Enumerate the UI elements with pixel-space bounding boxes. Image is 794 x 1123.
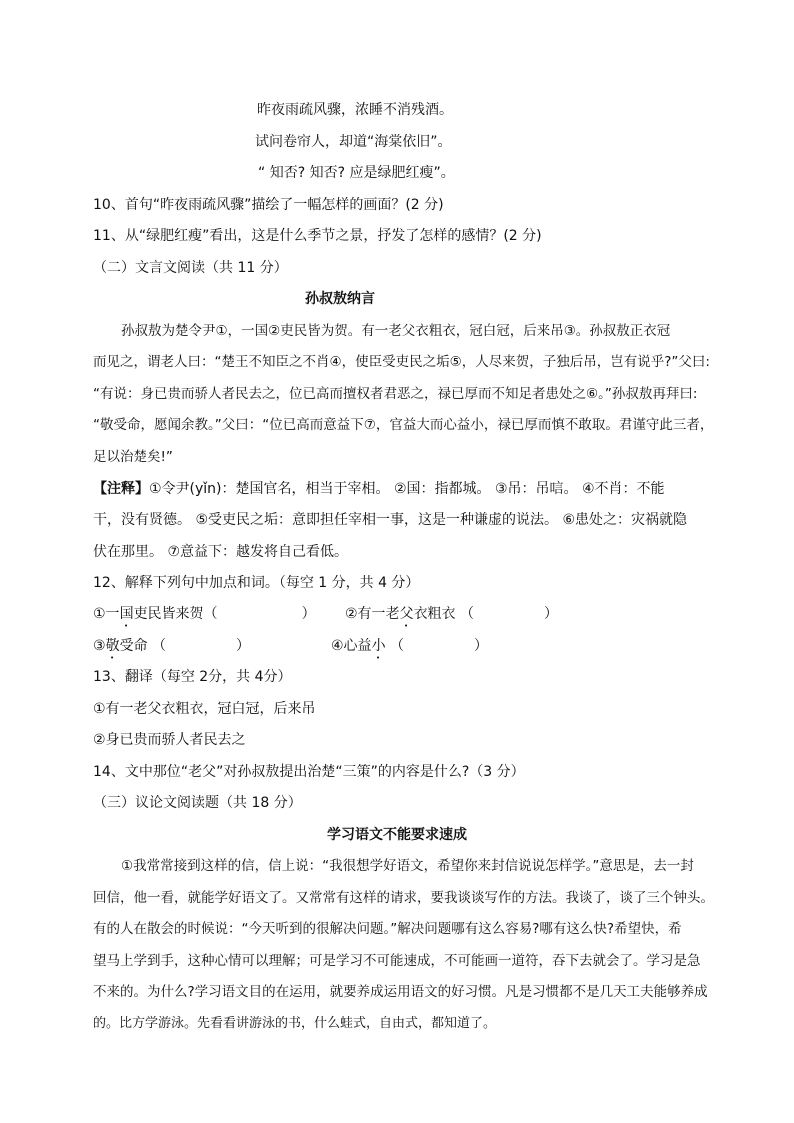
dotted-word: 父 <box>399 606 414 622</box>
dotted-word: 敬 <box>105 638 120 654</box>
dotted-word: 小 <box>371 638 386 654</box>
q12-item-3: ③敬受命 （ ） <box>93 638 251 654</box>
passage-line: 而见之，谓老人曰：“楚王不知臣之不肖④，使臣受吏民之垢⑤，人尽来贺，子独后吊，岂有说乎?”父曰: <box>93 354 710 370</box>
question-11: 11、从“绿肥红瘦”看出，这是什么季节之景，抒发了怎样的感情？(2 分) <box>93 228 542 244</box>
passage-line: ①我常常接到这样的信，信上说：“我很想学好语文，希望你来封信说说怎样学。”意思是，去一封 <box>121 858 694 874</box>
question-12: 12、解释下列句中加点和词。（每空 1 分，共 4 分） <box>93 575 420 591</box>
passage-line: 不来的。为什么?学习语文目的在运用，就要养成运用语文的好习惯。凡是习惯都不是几天工夫能够养成 <box>93 984 708 1000</box>
section-3-title: 学习语文不能要求速成 <box>327 827 467 843</box>
q12-item-2: ②有一老父衣粗衣 （ ） <box>345 606 559 622</box>
notes-line: 伏在那里。 ⑦意益下：越发将自己看低。 <box>93 544 348 560</box>
q12-item-4: ④心益小 （ ） <box>331 638 489 654</box>
passage-line: “有说：身已贵而骄人者民去之，位已高而擅权者君恶之，禄已厚而不知足者患处之⑥。”孙叔敖再拜曰: <box>93 386 698 402</box>
section-2-title: 孙叔敖纳言 <box>305 291 375 307</box>
section-2-heading: （二）文言文阅读（共 11 分） <box>93 260 288 276</box>
q13-item: ②身已贵而骄人者民去之 <box>93 732 246 748</box>
notes-label: 【注释】 <box>93 481 149 497</box>
passage-line: 的。比方学游泳。先看看讲游泳的书，什么蛙式，自由式，都知道了。 <box>93 1016 497 1031</box>
notes-text: ①令尹(yǐn)：楚国官名，相当于宰相。 ②国：指都城。 ③吊：吊唁。 ④不肖：不能 <box>149 481 665 497</box>
q12-item-1: ①一国吏民皆来贺（ ） <box>93 606 316 622</box>
passage-line: 回信，他一看，就能学好语文了。又常常有这样的请求，要我谈谈写作的方法。我谈了，谈了三个钟头。 <box>93 890 714 906</box>
passage-line: 足以治楚矣!” <box>93 449 173 465</box>
poem-line-3: “ 知否? 知否? 应是绿肥红瘦”。 <box>258 165 455 181</box>
poem-line-1: 昨夜雨疏风骤，浓睡不消残酒。 <box>257 102 453 118</box>
q13-item: ①有一老父衣粗衣，冠白冠，后来吊 <box>93 701 316 717</box>
question-14: 14、文中那位“老父”对孙叔敖提出治楚“三策”的内容是什么?（3 分） <box>93 764 525 780</box>
dotted-word: 国 <box>119 606 134 622</box>
notes-line <box>93 480 665 498</box>
passage-line: 孙叔敖为楚令尹①，一国②吏民皆为贺。有一老父衣粗衣，冠白冠，后来吊③。孙叔敖正衣冠 <box>121 323 671 339</box>
passage-line: “敬受命，愿闻余教。”父曰：“位已高而意益下⑦，官益大而心益小，禄已厚而慎不敢取。君谨守此三者， <box>93 417 714 433</box>
question-13: 13、翻译（每空 2分，共 4分） <box>93 669 292 685</box>
section-3-heading: （三）议论文阅读题（共 18 分） <box>93 795 302 811</box>
passage-line: 望马上学到手，这种心情可以理解；可是学习不可能速成，不可能画一道符，吞下去就会了。学习是急 <box>93 953 701 969</box>
poem-line-2: 试问卷帘人，却道“海棠依旧”。 <box>255 134 452 150</box>
question-10: 10、首句“昨夜雨疏风骤”描绘了一幅怎样的画面？(2 分) <box>93 197 444 213</box>
passage-line: 有的人在散会的时候说：“今天听到的很解决问题。”解决问题哪有这么容易?哪有这么快?希望快，希 <box>93 921 682 937</box>
notes-line: 干，没有贤德。 ⑤受吏民之垢：意即担任宰相一事，这是一种谦虚的说法。 ⑥患处之：灾祸就隐 <box>93 512 687 528</box>
